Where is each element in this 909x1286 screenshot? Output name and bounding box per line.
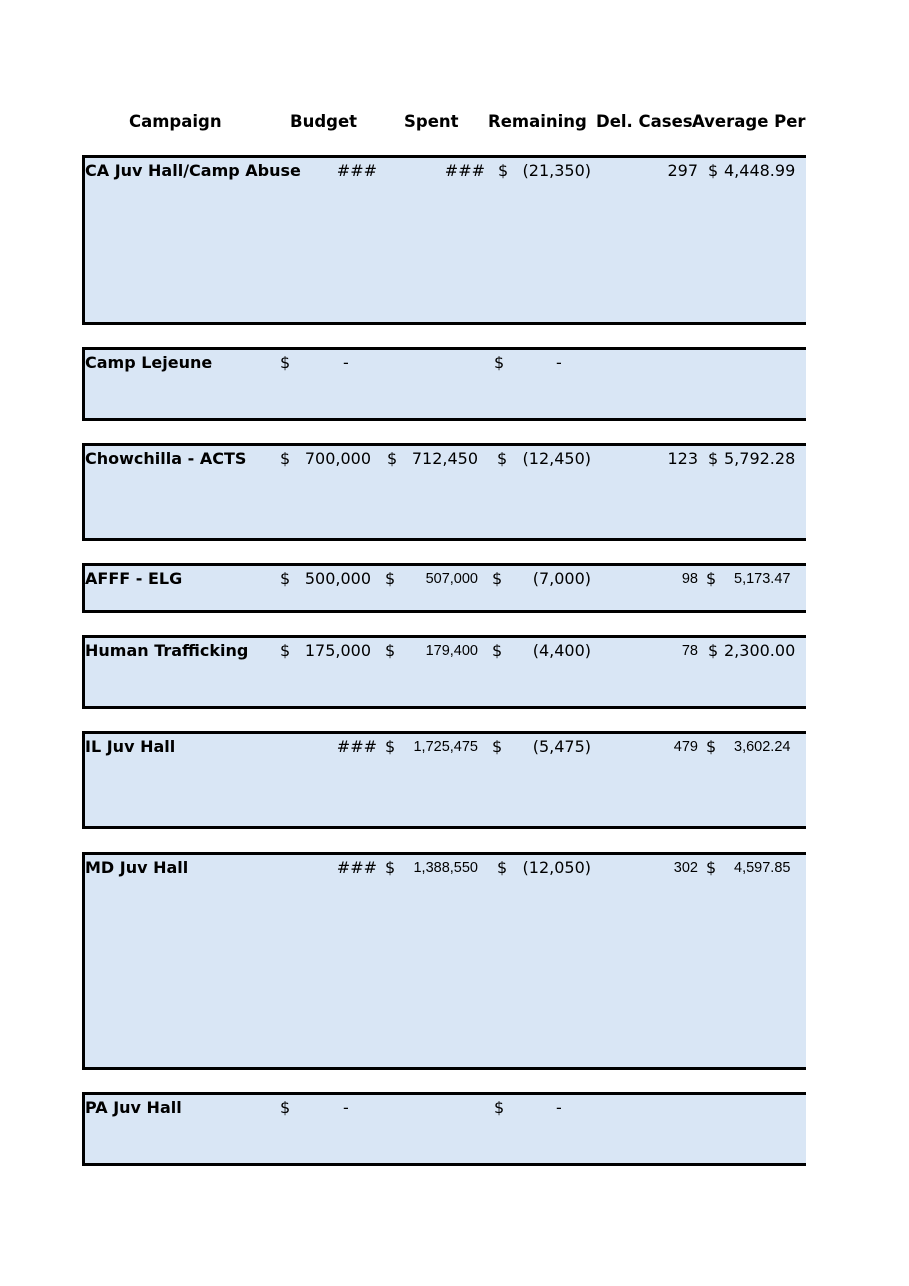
remaining-value: (7,000) [532, 569, 591, 588]
average-currency: $ [706, 858, 717, 877]
budget-currency: $ [280, 1098, 291, 1117]
average-currency: $ [706, 737, 717, 756]
row-campaign-name: CA Juv Hall/Camp Abuse [85, 161, 301, 180]
spent-value: 179,400 [425, 643, 478, 659]
average-value: 3,602.24 [734, 739, 791, 755]
del-cases-value: 78 [681, 643, 698, 659]
table-row [82, 347, 806, 421]
remaining-value: - [556, 353, 562, 372]
budget-currency: $ [280, 569, 291, 588]
remaining-currency: $ [492, 569, 503, 588]
header-remaining: Remaining [488, 112, 587, 131]
remaining-value: (12,050) [522, 858, 591, 877]
average-currency: $ [708, 161, 719, 180]
remaining-currency: $ [497, 449, 508, 468]
budget-currency: $ [280, 641, 291, 660]
del-cases-value: 297 [667, 161, 698, 180]
average-value: 2,300.00 [724, 641, 796, 660]
average-value: 4,597.85 [734, 860, 791, 876]
table-header [82, 112, 806, 132]
budget-value: 500,000 [304, 569, 371, 588]
row-campaign-name: MD Juv Hall [85, 858, 189, 877]
header-spent: Spent [404, 112, 459, 131]
header-average: Average Per [692, 112, 806, 131]
budget-currency: $ [280, 449, 291, 468]
spent-currency: $ [387, 449, 398, 468]
spent-currency: $ [385, 641, 396, 660]
budget-value: ### [336, 858, 377, 877]
spent-value: 1,725,475 [413, 739, 478, 755]
spent-currency: $ [385, 737, 396, 756]
remaining-currency: $ [494, 1098, 505, 1117]
budget-value: ### [336, 737, 377, 756]
table-row [82, 563, 806, 613]
remaining-value: (12,450) [522, 449, 591, 468]
remaining-currency: $ [498, 161, 509, 180]
header-budget: Budget [290, 112, 358, 131]
row-campaign-name: Camp Lejeune [85, 353, 213, 372]
spent-currency: $ [385, 569, 396, 588]
remaining-currency: $ [492, 641, 503, 660]
remaining-value: (21,350) [522, 161, 591, 180]
budget-value: ### [336, 161, 377, 180]
table-row [82, 635, 806, 709]
table-row [82, 1092, 806, 1166]
header-campaign: Campaign [129, 112, 222, 131]
average-value: 5,173.47 [734, 571, 791, 587]
table-row [82, 155, 806, 325]
average-currency: $ [708, 449, 719, 468]
average-value: 4,448.99 [724, 161, 796, 180]
row-campaign-name: Human Trafficking [85, 641, 249, 660]
table-row [82, 731, 806, 829]
table-row [82, 443, 806, 541]
spent-value: 1,388,550 [413, 860, 478, 876]
budget-currency: $ [280, 353, 291, 372]
row-campaign-name: Chowchilla - ACTS [85, 449, 247, 468]
budget-value: 700,000 [304, 449, 371, 468]
row-campaign-name: AFFF - ELG [85, 569, 183, 588]
del-cases-value: 479 [673, 739, 698, 755]
budget-value: - [343, 353, 349, 372]
row-campaign-name: IL Juv Hall [85, 737, 176, 756]
remaining-value: (5,475) [532, 737, 591, 756]
average-currency: $ [706, 569, 717, 588]
spent-value: ### [444, 161, 485, 180]
spent-currency: $ [385, 858, 396, 877]
budget-value: - [343, 1098, 349, 1117]
spent-value: 507,000 [425, 571, 478, 587]
remaining-currency: $ [494, 353, 505, 372]
del-cases-value: 302 [673, 860, 698, 876]
del-cases-value: 123 [667, 449, 698, 468]
average-currency: $ [708, 641, 719, 660]
row-campaign-name: PA Juv Hall [85, 1098, 182, 1117]
remaining-currency: $ [492, 737, 503, 756]
table-row [82, 852, 806, 1070]
del-cases-value: 98 [681, 571, 698, 587]
header-del-cases: Del. Cases [596, 112, 693, 131]
remaining-value: - [556, 1098, 562, 1117]
remaining-value: (4,400) [532, 641, 591, 660]
budget-value: 175,000 [304, 641, 371, 660]
spent-value: 712,450 [411, 449, 478, 468]
average-value: 5,792.28 [724, 449, 796, 468]
remaining-currency: $ [497, 858, 508, 877]
